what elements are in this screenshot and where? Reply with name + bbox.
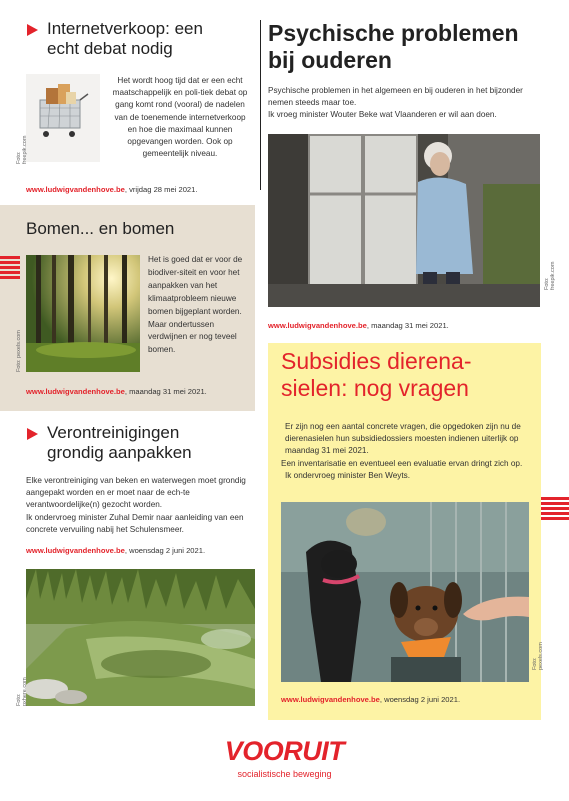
bullet-triangle-icon: [27, 428, 38, 440]
source-link[interactable]: www.ludwigvandenhove.be: [26, 387, 125, 396]
source-link[interactable]: www.ludwigvandenhove.be: [281, 695, 380, 704]
bullet-triangle-icon: [27, 24, 38, 36]
photo-credit: Foto: freepik.com: [16, 135, 28, 164]
article-body: Het wordt hoog tijd dat er een echt maatschappelijk en poli-tiek debat op gang komt rond (vooral) de nadelen van de toenemende internetverkoop en hoe die maximaal kunnen opgevangen worden. Ook op gemeentelijk niveau.: [112, 76, 248, 159]
article-source: www.ludwigvandenhove.be, woensdag 2 juni 2021.: [281, 695, 461, 704]
photo-credit: Foto: pxhere.com: [16, 677, 28, 706]
article-source: www.ludwigvandenhove.be, woensdag 2 juni 2021.: [26, 546, 206, 555]
photo-polluted-stream: [26, 569, 255, 706]
logo-tagline: socialistische beweging: [237, 769, 332, 779]
article-title-psychische-problemen: Psychische problemen bij ouderen: [268, 20, 519, 73]
photo-shopping-cart: [26, 74, 100, 162]
red-stripes-decoration: [0, 256, 20, 281]
article-body: Het is goed dat er voor de biodiver-siteit en voor het aanpakken van het klimaatprobleem nieuwe bomen bijgeplant worden. Maar ondertussen verdwijnen er nog teveel bomen.: [148, 255, 243, 355]
article-source: www.ludwigvandenhove.be, maandag 31 mei 2021.: [268, 321, 449, 330]
article-title-verontreinigingen: Verontreinigingen grondig aanpakken: [47, 423, 192, 462]
article-source: www.ludwigvandenhove.be, vrijdag 28 mei 2021.: [26, 185, 198, 194]
article-source: www.ludwigvandenhove.be, maandag 31 mei 2021.: [26, 387, 207, 396]
article-body: Er zijn nog een aantal concrete vragen, die opgedoken zijn nu de dierenasielen hun subsidiedossiers moesten indienen uiterlijk op maandag 31 mei 2021. Een inventarisatie en eventueel een evaluatie ervan dringt zich op. Ik ondervroeg minister Ben Weyts.: [281, 422, 523, 480]
article-body: Elke verontreiniging van beken en waterwegen moet grondig aangepakt worden en er moet naar de ech-te verantwoordelijke(n) gezocht worden. Ik ondervroeg minister Zuhal Demir naar aanleiding van een concrete vervuiling nabij het Schulensmeer.: [26, 476, 246, 534]
photo-shelter-dogs: [281, 502, 529, 682]
source-link[interactable]: www.ludwigvandenhove.be: [26, 185, 125, 194]
column-divider: [260, 20, 261, 190]
photo-credit: Foto: pexels.com: [532, 642, 544, 670]
article-body: Psychische problemen in het algemeen en bij ouderen in het bijzonder nemen steeds maar toe. Ik vroeg minister Wouter Beke wat Vlaanderen er wil aan doen.: [268, 86, 523, 120]
red-stripes-decoration: [541, 497, 569, 522]
article-title-internetverkoop: Internetverkoop: een echt debat nodig: [47, 19, 203, 58]
source-link[interactable]: www.ludwigvandenhove.be: [268, 321, 367, 330]
photo-elderly-woman-window: [268, 134, 540, 307]
article-title-bomen: Bomen... en bomen: [26, 219, 175, 238]
photo-credit: Foto: freepik.com: [544, 261, 556, 290]
source-link[interactable]: www.ludwigvandenhove.be: [26, 546, 125, 555]
vooruit-logo: [0, 736, 569, 766]
logo-wordmark: VOORUIT: [224, 736, 345, 766]
photo-credit: Foto: pexels.com: [16, 330, 22, 372]
article-title-subsidies: Subsidies dierena- sielen: nog vragen: [281, 348, 472, 401]
photo-forest: [26, 255, 140, 372]
